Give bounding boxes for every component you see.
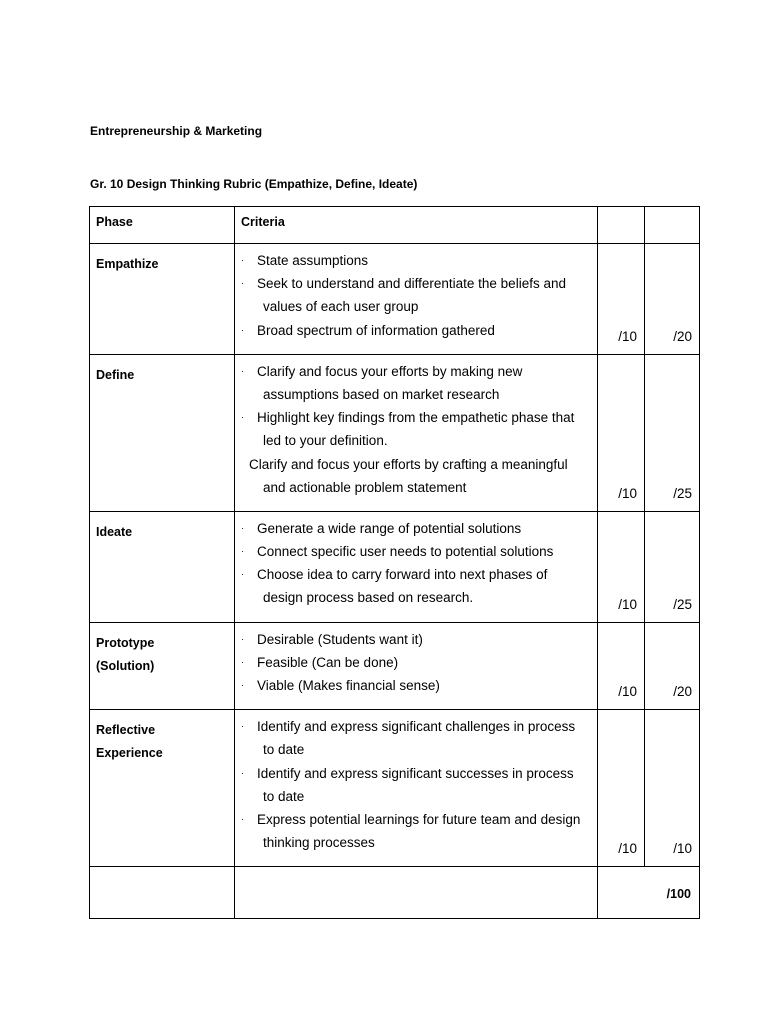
bullet-dot-icon: · (241, 324, 244, 335)
criteria-line (241, 429, 591, 452)
criteria-line (241, 319, 591, 342)
bullet-dot-icon: · (241, 365, 244, 376)
criteria-text: Connect specific user needs to potential solutions (257, 544, 554, 560)
criteria-text: State assumptions (257, 253, 369, 268)
score-value: /10 (618, 328, 637, 344)
bullet-dot-icon: · (241, 633, 244, 644)
total-score: /100 (666, 887, 691, 902)
bullet-dot-icon: · (241, 278, 244, 289)
score-column-header-1 (598, 207, 645, 244)
subject-heading: Entrepreneurship & Marketing (90, 124, 263, 138)
criteria-text: Highlight key findings from the empathetic phase that (257, 410, 575, 426)
criteria-line (241, 808, 591, 831)
table-row (90, 710, 700, 867)
criteria-text: Clarify and focus your efforts by crafting a meaningful (249, 456, 568, 472)
score-value: /10 (618, 596, 637, 612)
criteria-text: Identify and express significant challenges in process (257, 719, 576, 735)
score-cell-1 (598, 511, 645, 622)
total-row-empty-phase (90, 867, 235, 919)
score-column-header-2 (645, 207, 700, 244)
criteria-text: Identify and express significant successes in process (257, 765, 574, 781)
score-cell-1 (598, 244, 645, 355)
table-row (90, 511, 700, 622)
criteria-text: thinking processes (263, 835, 375, 851)
criteria-line (241, 563, 591, 586)
bullet-dot-icon: · (241, 412, 244, 423)
bullet-dot-icon: · (241, 569, 244, 580)
criteria-line (241, 295, 591, 318)
score-value: /10 (618, 485, 637, 501)
bullet-dot-icon: · (241, 721, 244, 732)
criteria-line (241, 476, 591, 499)
phase-cell (90, 511, 235, 622)
criteria-line (241, 738, 591, 761)
bullet-dot-icon: · (241, 255, 244, 265)
score-cell-2 (645, 622, 700, 710)
score-cell-1 (598, 622, 645, 710)
criteria-text: assumptions based on market research (263, 386, 500, 402)
criteria-line (241, 272, 591, 295)
table-header-row (90, 207, 700, 244)
criteria-text: Choose idea to carry forward into next phases of (257, 567, 548, 583)
criteria-line (241, 785, 591, 808)
criteria-line (241, 674, 591, 697)
criteria-column-header: Criteria (235, 207, 598, 244)
criteria-text: Feasible (Can be done) (257, 654, 399, 670)
criteria-line (241, 628, 591, 651)
phase-cell (90, 622, 235, 710)
phase-cell (90, 710, 235, 867)
score-value: /20 (673, 328, 692, 344)
score-cell-2 (645, 710, 700, 867)
criteria-text: to date (263, 742, 305, 758)
criteria-cell (235, 244, 598, 355)
criteria-text: and actionable problem statement (263, 479, 467, 495)
criteria-text: Express potential learnings for future team and design (257, 811, 581, 827)
phase-label: Define (96, 367, 135, 382)
criteria-text: to date (263, 788, 305, 804)
total-row (90, 867, 700, 919)
total-row-empty-criteria (235, 867, 598, 919)
criteria-line (241, 406, 591, 429)
bullet-dot-icon: · (241, 680, 244, 690)
phase-cell (90, 354, 235, 511)
phase-label: (Solution) (96, 658, 155, 673)
score-value: /10 (618, 841, 637, 857)
criteria-text: Generate a wide range of potential solutions (257, 520, 522, 536)
criteria-line (241, 517, 591, 540)
table-row (90, 244, 700, 355)
criteria-line (241, 249, 591, 272)
phase-column-header: Phase (90, 207, 235, 244)
criteria-line (241, 715, 591, 738)
bullet-dot-icon: · (241, 546, 244, 557)
rubric-table (89, 206, 700, 919)
criteria-line (241, 360, 591, 383)
phase-cell (90, 244, 235, 355)
bullet-dot-icon: · (241, 522, 244, 533)
table-row (90, 354, 700, 511)
criteria-cell (235, 354, 598, 511)
criteria-line (241, 383, 591, 406)
criteria-text: design process based on research. (263, 590, 474, 606)
criteria-text: Clarify and focus your efforts by making new (257, 363, 523, 379)
table-row (90, 622, 700, 710)
bullet-dot-icon: · (241, 813, 244, 824)
bullet-dot-icon: · (241, 767, 244, 778)
criteria-line (241, 453, 591, 476)
criteria-line (241, 651, 591, 674)
phase-label: Ideate (96, 524, 133, 539)
score-value: /20 (673, 684, 692, 700)
score-cell-2 (645, 511, 700, 622)
phase-label: Reflective (96, 723, 156, 738)
rubric-title: Gr. 10 Design Thinking Rubric (Empathize, Define, Ideate) (90, 177, 418, 191)
criteria-line (241, 831, 591, 854)
criteria-text: Desirable (Students want it) (257, 631, 423, 647)
criteria-text: led to your definition. (263, 433, 388, 449)
score-cell-2 (645, 244, 700, 355)
criteria-line (241, 762, 591, 785)
phase-label: Experience (96, 746, 163, 761)
phase-label: Prototype (96, 635, 155, 650)
criteria-line (241, 540, 591, 563)
total-cell (598, 867, 700, 919)
score-value: /10 (618, 684, 637, 700)
criteria-text: Seek to understand and differentiate the beliefs and (257, 276, 566, 292)
bullet-dot-icon: · (241, 656, 244, 667)
criteria-text: Viable (Makes financial sense) (257, 678, 440, 693)
score-value: /10 (673, 841, 692, 857)
criteria-line (241, 586, 591, 609)
criteria-cell (235, 622, 598, 710)
criteria-text: values of each user group (263, 299, 419, 315)
score-value: /25 (673, 596, 692, 612)
criteria-cell (235, 511, 598, 622)
score-cell-2 (645, 354, 700, 511)
criteria-text: Broad spectrum of information gathered (257, 322, 495, 338)
score-value: /25 (673, 485, 692, 501)
score-cell-1 (598, 354, 645, 511)
score-cell-1 (598, 710, 645, 867)
criteria-cell (235, 710, 598, 867)
phase-label: Empathize (96, 257, 159, 271)
